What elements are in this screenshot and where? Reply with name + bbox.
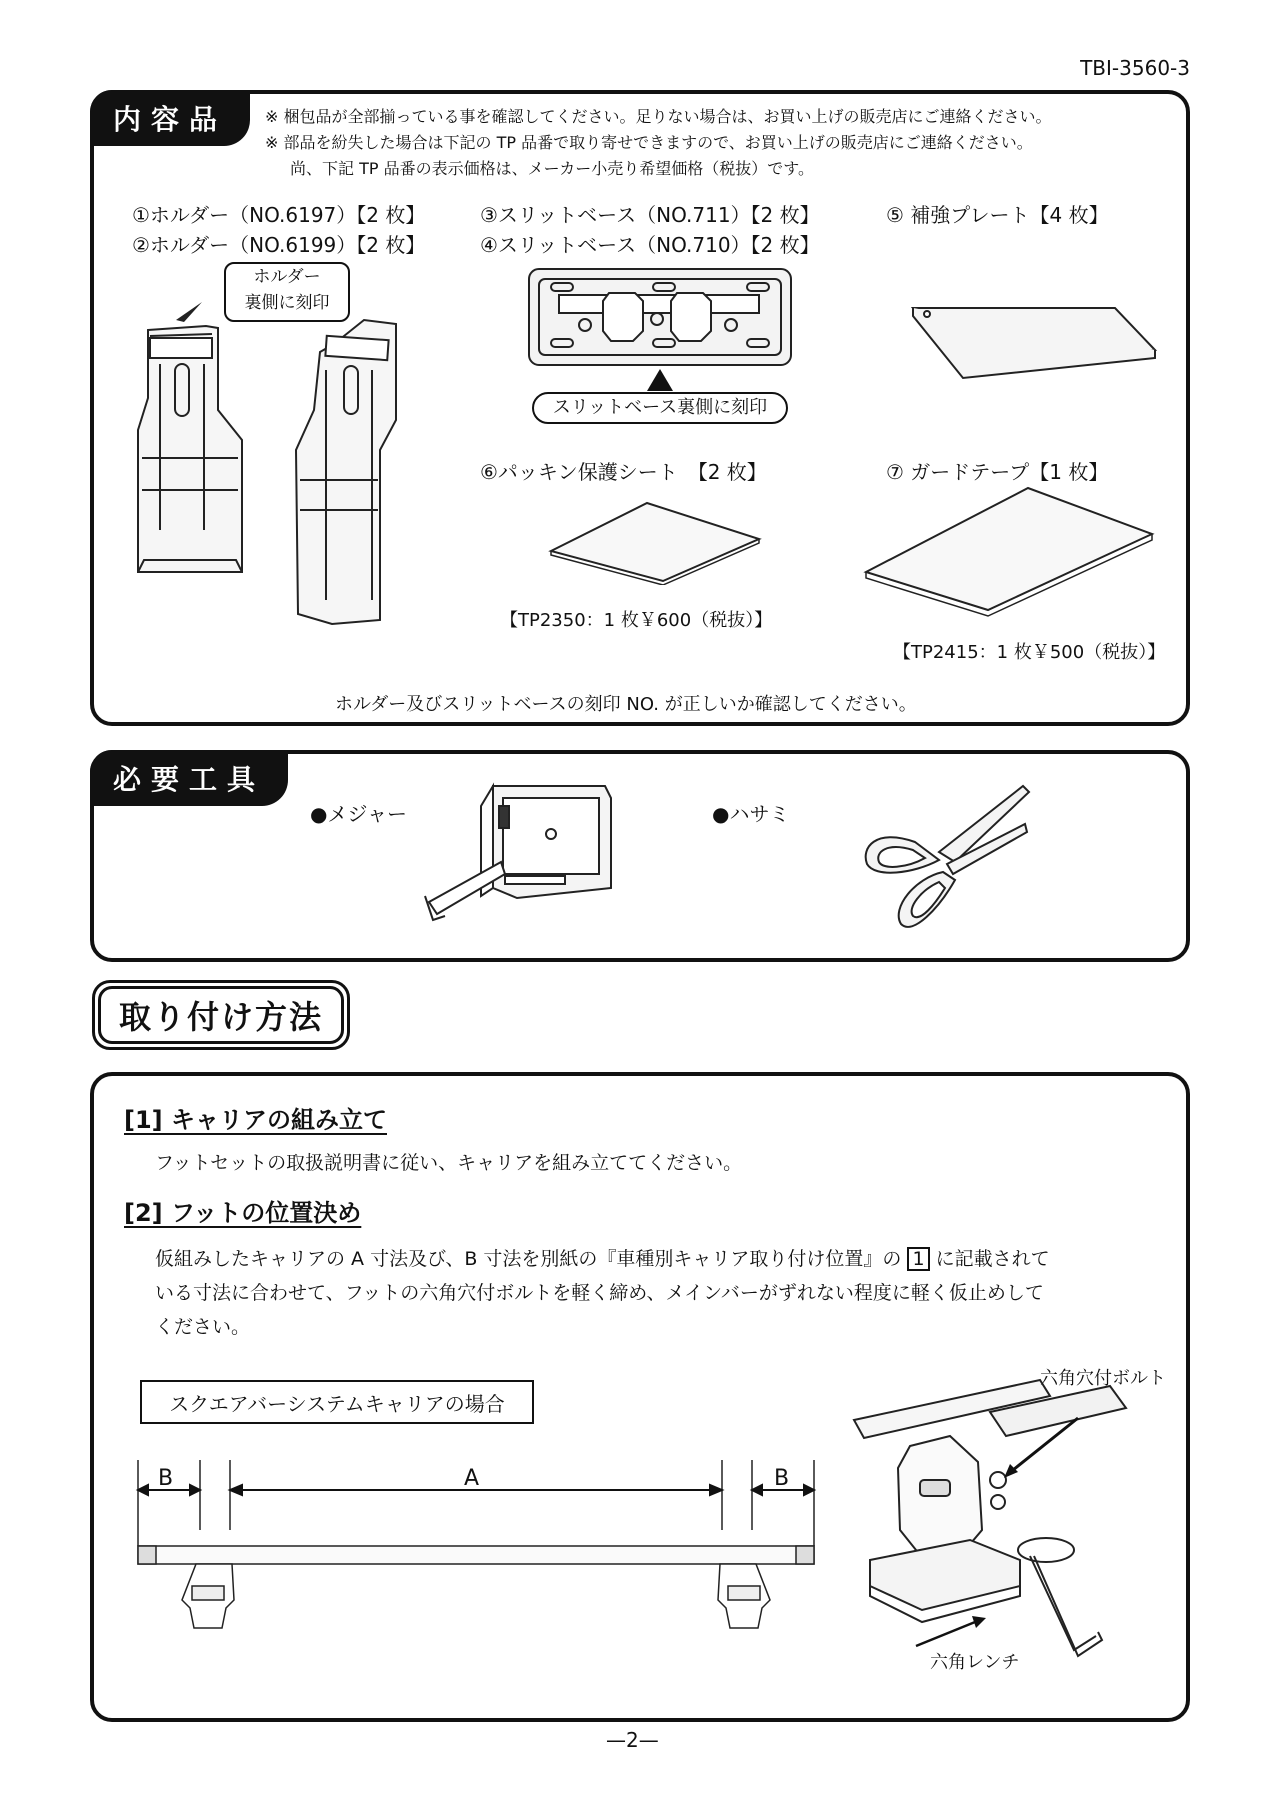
page-number: —2—	[606, 1728, 659, 1752]
slit-base-illustration	[525, 265, 795, 400]
tp2350-price: 【TP2350：1 枚￥600（税抜）】	[500, 610, 773, 631]
carrier-dimension-diagram	[130, 1450, 830, 1640]
holder-callout	[224, 262, 350, 322]
step2-line3: ください。	[155, 1316, 251, 1338]
item-slit-base-711: ③スリットベース（NO.711）【2 枚】	[480, 203, 820, 227]
tools-tab: 必要工具	[90, 750, 288, 806]
contents-tab: 内容品	[90, 90, 250, 146]
contents-note-2: ※ 部品を紛失した場合は下記の TP 品番で取り寄せできますので、お買い上げの販売店にご連絡ください。	[265, 133, 1033, 152]
step2-line1-b: に記載されて	[935, 1248, 1050, 1270]
hex-wrench-label: 六角レンチ	[930, 1652, 1020, 1673]
method-title: 取り付け方法	[98, 986, 344, 1044]
packing-sheet-illustration	[545, 495, 765, 585]
step2-line2: いる寸法に合わせて、フットの六角穴付ボルトを軽く締め、メインバーがずれない程度に軽く仮止めして	[155, 1282, 1044, 1304]
step2-ref-box: 1	[907, 1247, 929, 1271]
contents-note-3: 尚、下記 TP 品番の表示価格は、メーカー小売り希望価格（税抜）です。	[290, 159, 814, 178]
slit-base-callout: スリットベース裏側に刻印	[532, 392, 788, 424]
document-code: TBI-3560-3	[1080, 56, 1190, 80]
square-bar-case-label: スクエアバーシステムキャリアの場合	[140, 1380, 534, 1424]
item-guard-tape: ⑦ ガードテープ【1 枚】	[886, 460, 1109, 484]
tool-scissors-label: ●ハサミ	[712, 802, 790, 826]
item-reinforcement-plate: ⑤ 補強プレート【4 枚】	[886, 203, 1109, 227]
hex-bolt-label: 六角穴付ボルト	[1040, 1368, 1166, 1389]
guard-tape-illustration	[860, 482, 1160, 618]
item-holder-6197: ①ホルダー（NO.6197）【2 枚】	[132, 203, 426, 227]
dimension-a: A	[464, 1466, 480, 1491]
tool-measure-label: ●メジャー	[310, 802, 408, 826]
step1-text: フットセットの取扱説明書に従い、キャリアを組み立ててください。	[155, 1152, 743, 1174]
dimension-b-right: B	[774, 1466, 790, 1491]
step1-heading: [1] キャリアの組み立て	[124, 1106, 387, 1134]
holder-callout-line1: ホルダー	[253, 267, 321, 287]
step2-heading: [2] フットの位置決め	[124, 1199, 362, 1227]
step2-line1	[155, 1244, 1050, 1271]
item-slit-base-710: ④スリットベース（NO.710）【2 枚】	[480, 233, 820, 257]
item-holder-6199: ②ホルダー（NO.6199）【2 枚】	[132, 233, 426, 257]
dimension-b-left: B	[158, 1466, 174, 1491]
scissors-icon	[855, 778, 1035, 938]
tape-measure-icon	[415, 778, 615, 938]
engraving-check-note: ホルダー及びスリットベースの刻印 NO. が正しいか確認してください。	[335, 694, 917, 715]
step2-line1-a: 仮組みしたキャリアの A 寸法及び、B 寸法を別紙の『車種別キャリア取り付け位置』の	[155, 1248, 902, 1270]
holder-callout-line2: 裏側に刻印	[244, 293, 330, 313]
reinforcement-plate-illustration	[905, 300, 1165, 380]
item-packing-sheet: ⑥パッキン保護シート 【2 枚】	[480, 460, 767, 484]
tp2415-price: 【TP2415：1 枚￥500（税抜）】	[893, 642, 1166, 663]
holder-illustration	[120, 280, 460, 630]
contents-note-1: ※ 梱包品が全部揃っている事を確認してください。足りない場合は、お買い上げの販売店にご連絡ください。	[265, 107, 1052, 126]
